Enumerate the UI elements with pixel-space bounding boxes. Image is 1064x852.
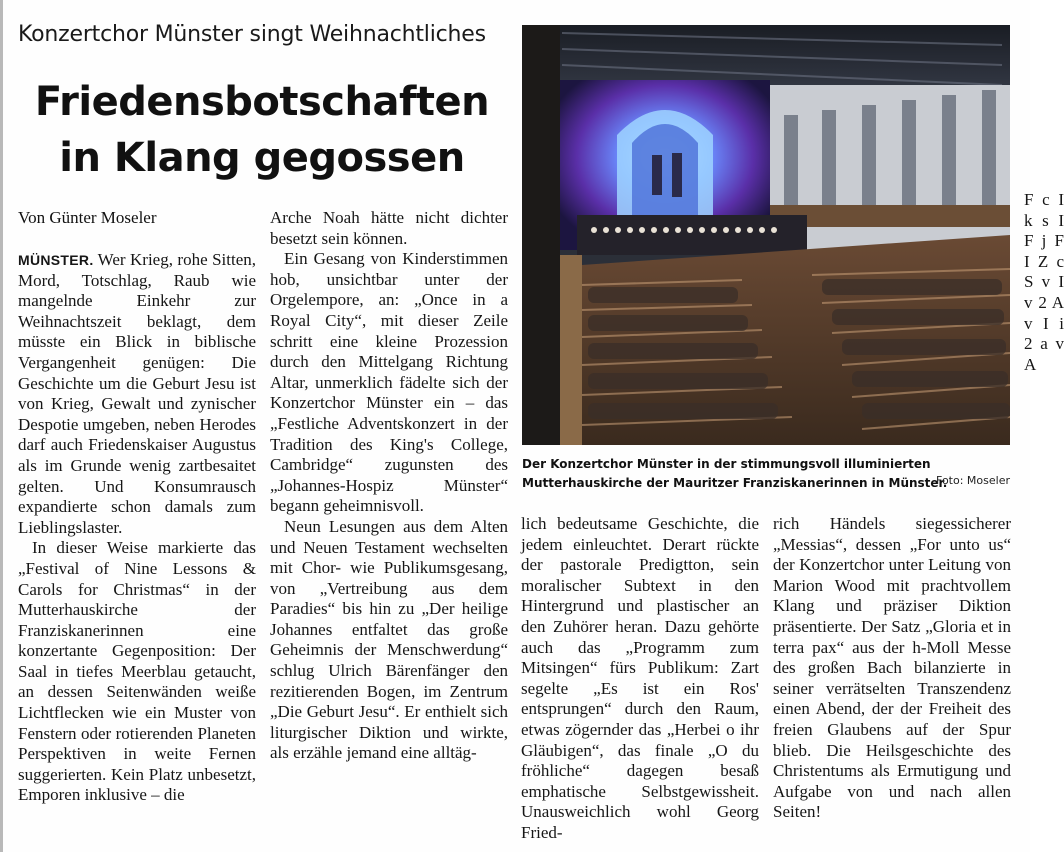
paragraph-text: Wer Krieg, rohe Sitten, Mord, Totschlag, Raub wie mangelnde Einkehr zur Weihnachtszeit beklagt, dem müsste ein Blick in biblische Vergangenheit genügen: Die Geschichte um die Geburt Jesu ist von Krieg, Gewalt und zynischer Despotie umgeben, neben Herodes darf auch Friedenskaiser Augustus als im Grunde wenig zartbesaitet gelten. Und Konsumrausch expandierte schon damals zum Lieblingslaster. bbox=[18, 250, 256, 537]
article-byline: Von Günter Moseler bbox=[18, 208, 157, 227]
church-interior-image bbox=[522, 25, 1010, 445]
paragraph bbox=[18, 250, 256, 538]
headline-line: in Klang gegossen bbox=[59, 135, 465, 181]
column-rule bbox=[0, 0, 3, 852]
paragraph: Ein Gesang von Kinderstimmen hob, unsichtbar unter der Orgelempore, an: „Once in a Royal City“, mit dieser Zeile schritt eine kleine Prozession durch den Mittelgang Richtung Altar, unmerklich fädelte sich der Konzertchor Münster ein – das „Festliche Adventskonzert in der Tradition des King's College, Cambridge“ zugunsten des „Johannes-Hospiz Münster“ begann geheimnisvoll. bbox=[270, 249, 508, 516]
paragraph: Arche Noah hätte nicht dichter besetzt sein können. bbox=[270, 208, 508, 248]
headline-line: Friedensbotschaften bbox=[34, 79, 490, 125]
text-column-1 bbox=[18, 250, 256, 850]
photo-caption: Der Konzertchor Münster in der stimmungsvoll illuminierten Mutterhauskirche der Mauritzer Franziskanerinnen in Münster. bbox=[522, 457, 948, 490]
text-column-3 bbox=[521, 514, 759, 850]
dateline: MÜNSTER. bbox=[18, 252, 94, 268]
article-kicker: Konzertchor Münster singt Weihnachtliches bbox=[18, 22, 486, 47]
paragraph: F c I k s I F j F I Z c S v I v 2 A v I i 2 a v A bbox=[1024, 190, 1064, 374]
paragraph: rich Händels siegessicherer „Messias“, dessen „For unto us“ der Konzertchor unter Leitung von Marion Wood mit prachtvollem Klang und präziser Diktion präsentierte. Der Satz „Gloria et in terra pax“ aus der h-Moll Messe des großen Bach bilanzierte in seiner verrätselten Transzendenz einen Abend, der der Freiheit des freien Glaubens auf der Spur blieb. Die Heilsgeschichte des Christentums als Ermutigung und Aufgabe von und nach allen Seiten! bbox=[773, 514, 1011, 822]
paragraph: lich bedeutsame Geschichte, die jedem einleuchtet. Derart rückte der pastorale Predigtton, sein moralischer Subtext in den Hintergrund und plastischer an den Zuhörer heran. Dazu gehörte auch das „Programm zum Mitsingen“ fürs Publikum: Zart segelte „Es ist ein Ros' entsprungen“ durch den Raum, etwas zögernder das „Herbei o ihr Gläubigen“, das finale „O du fröhliche“ dagegen besaß emphatische Selbstgewissheit. Unausweichlich wohl Georg Fried- bbox=[521, 514, 759, 842]
paragraph: Neun Lesungen aus dem Alten und Neuen Testament wechselten mit Chor- wie Publikumsgesang, von „Vertreibung aus dem Paradies“ bis hin zu „Der heilige Johannes entfaltet das große Geheimnis der Menschwerdung“ schlug Ulrich Bärenfänger den rezitierenden Bogen, im Zentrum „Die Geburt Jesu“. Er enthielt sich liturgischer Diktion und wirkte, als erzähle jemand eine alltäg- bbox=[270, 516, 508, 763]
photo-credit: Foto: Moseler bbox=[936, 474, 1010, 487]
concert-photo bbox=[522, 25, 1010, 445]
cut-off-column bbox=[1024, 190, 1064, 850]
text-column-4 bbox=[773, 514, 1011, 850]
article-headline bbox=[20, 74, 504, 186]
paragraph: In dieser Weise markierte das „Festival of Nine Lessons & Carols for Christmas“ in der Mutterhauskirche der Franziskanerinnen eine konzertante Gegenposition: Der Saal in tiefes Meerblau getaucht, an dessen Seitenwänden weiße Lichtflecken wie ein Muster von Fenstern oder rotierenden Planeten Perspektiven in weite Fernen suggerierten. Kein Platz unbesetzt, Emporen inklusive – die bbox=[18, 538, 256, 805]
text-column-2 bbox=[270, 208, 508, 848]
